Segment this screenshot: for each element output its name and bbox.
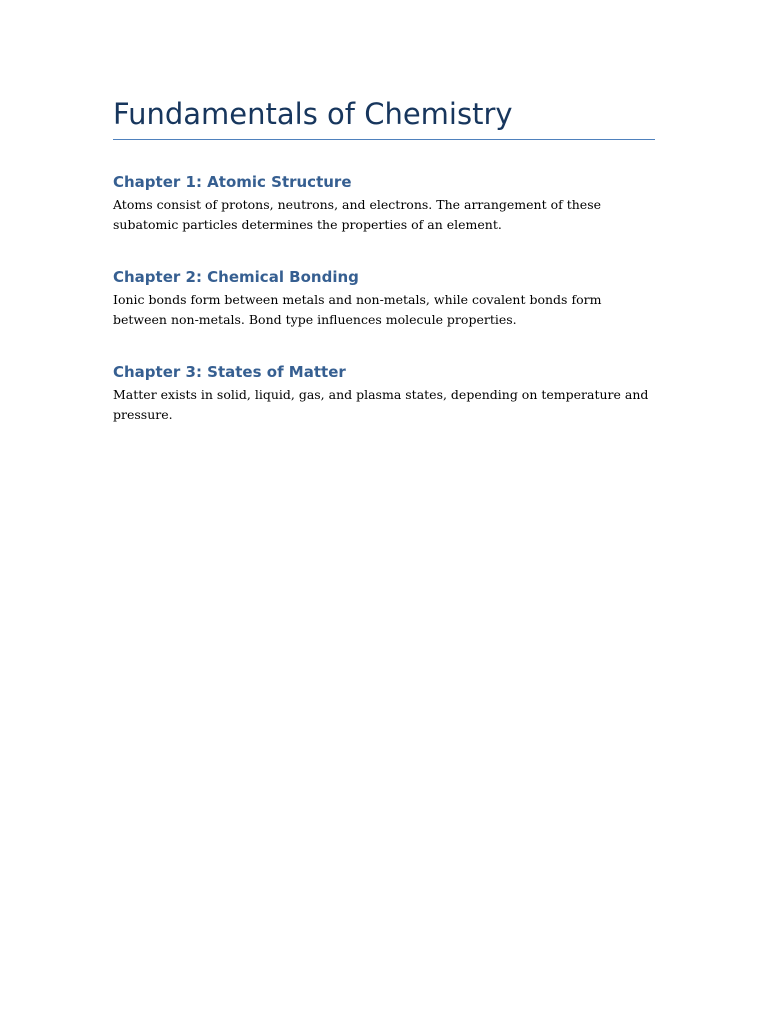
chapter-paragraph: Ionic bonds form between metals and non-metals, while covalent bonds form between non-metals. Bond type influences molecule properties. <box>113 292 602 327</box>
chapter-section-2 <box>113 266 655 330</box>
chapter-heading: Chapter 3: States of Matter <box>113 363 346 381</box>
title-divider <box>113 139 655 140</box>
chapter-section-3 <box>113 361 655 425</box>
chapter-section-1 <box>113 171 655 235</box>
chapter-paragraph: Atoms consist of protons, neutrons, and electrons. The arrangement of these subatomic particles determines the properties of an element. <box>113 197 602 232</box>
chapter-heading: Chapter 1: Atomic Structure <box>113 173 352 191</box>
document-title: Fundamentals of Chemistry <box>113 97 513 131</box>
chapter-heading: Chapter 2: Chemical Bonding <box>113 268 359 286</box>
chapter-paragraph: Matter exists in solid, liquid, gas, and plasma states, depending on temperature and pressure. <box>113 387 649 422</box>
